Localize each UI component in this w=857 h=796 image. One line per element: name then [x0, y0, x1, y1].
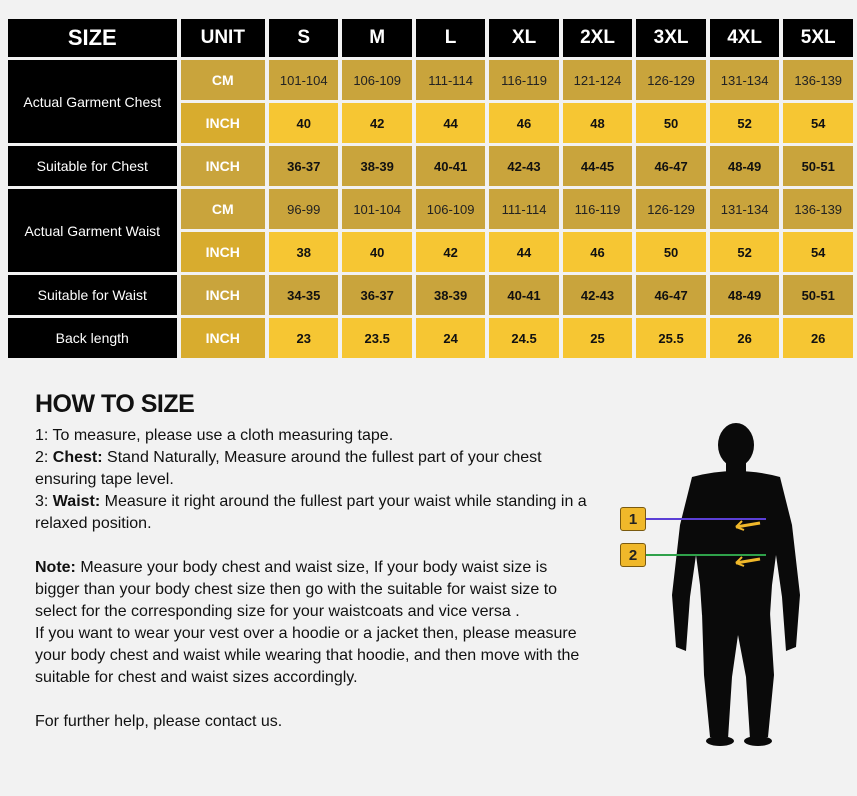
- table-row: [8, 318, 853, 358]
- note-text: [35, 557, 595, 623]
- size-col-header: 3XL: [636, 19, 706, 57]
- table-cell: 46: [489, 103, 558, 143]
- row-label: Back length: [8, 318, 177, 358]
- table-cell: 111-114: [489, 189, 558, 229]
- table-cell: 40-41: [489, 275, 558, 315]
- table-cell: 131-134: [710, 189, 780, 229]
- step-3-prefix: 3:: [35, 493, 53, 510]
- table-cell: 36-37: [342, 275, 411, 315]
- table-cell: 40-41: [416, 146, 485, 186]
- step-2-heading: Chest:: [52, 449, 103, 466]
- chest-marker: 1: [620, 507, 646, 531]
- table-cell: 121-124: [563, 60, 633, 100]
- step-3-heading: Waist:: [52, 493, 101, 510]
- step-2-text: [35, 447, 595, 491]
- table-cell: 131-134: [710, 60, 780, 100]
- table-cell: 23: [269, 318, 338, 358]
- unit-cell: INCH: [181, 318, 265, 358]
- row-label: Actual Garment Waist: [8, 189, 177, 272]
- table-cell: 36-37: [269, 146, 338, 186]
- table-cell: 44-45: [563, 146, 633, 186]
- table-cell: 101-104: [269, 60, 338, 100]
- table-row: [8, 275, 853, 315]
- step-1-text: 1: To measure, please use a cloth measuring tape.: [35, 427, 394, 444]
- row-label: Actual Garment Chest: [8, 60, 177, 143]
- table-cell: 106-109: [342, 60, 411, 100]
- table-cell: 54: [783, 232, 853, 272]
- step-3-text: [35, 491, 595, 535]
- table-cell: 44: [489, 232, 558, 272]
- table-cell: 46-47: [636, 146, 706, 186]
- size-col-header: M: [342, 19, 411, 57]
- table-cell: 24: [416, 318, 485, 358]
- table-cell: 52: [710, 103, 780, 143]
- hoodie-text: If you want to wear your vest over a hoodie or a jacket then, please measure your body chest and waist while wearing that hoodie, and then move with the suitable for chest and waist sizes accordingly.: [35, 625, 580, 686]
- size-header: SIZE: [8, 19, 177, 57]
- unit-cell: INCH: [181, 232, 265, 272]
- table-cell: 101-104: [342, 189, 411, 229]
- size-col-header: S: [269, 19, 338, 57]
- table-cell: 42: [342, 103, 411, 143]
- table-cell: 46-47: [636, 275, 706, 315]
- size-col-header: 2XL: [563, 19, 633, 57]
- table-cell: 136-139: [783, 189, 853, 229]
- unit-header: UNIT: [181, 19, 265, 57]
- table-cell: 96-99: [269, 189, 338, 229]
- table-cell: 38-39: [342, 146, 411, 186]
- step-2-body: Stand Naturally, Measure around the fullest part of your chest ensuring tape level.: [35, 449, 542, 488]
- table-cell: 26: [783, 318, 853, 358]
- table-row: [8, 189, 853, 229]
- unit-cell: CM: [181, 60, 265, 100]
- size-chart-table: [4, 16, 857, 361]
- waist-marker: 2: [620, 543, 646, 567]
- table-cell: 111-114: [416, 60, 485, 100]
- table-cell: 126-129: [636, 60, 706, 100]
- table-cell: 52: [710, 232, 780, 272]
- table-cell: 48-49: [710, 146, 780, 186]
- unit-cell: INCH: [181, 146, 265, 186]
- table-row: [8, 60, 853, 100]
- unit-cell: INCH: [181, 103, 265, 143]
- table-cell: 34-35: [269, 275, 338, 315]
- table-cell: 50-51: [783, 275, 853, 315]
- step-2-prefix: 2:: [35, 449, 53, 466]
- table-cell: 50-51: [783, 146, 853, 186]
- size-col-header: XL: [489, 19, 558, 57]
- size-col-header: 5XL: [783, 19, 853, 57]
- table-cell: 54: [783, 103, 853, 143]
- man-silhouette-icon: [610, 415, 840, 755]
- table-cell: 44: [416, 103, 485, 143]
- table-cell: 40: [342, 232, 411, 272]
- table-cell: 38: [269, 232, 338, 272]
- size-col-header: L: [416, 19, 485, 57]
- table-cell: 25.5: [636, 318, 706, 358]
- note-body: Measure your body chest and waist size, If your body waist size is bigger than your body chest size then go with the suitable for waist size to select for the corresponding size for your waistcoats and vice versa .: [35, 559, 558, 620]
- table-cell: 40: [269, 103, 338, 143]
- step-3-body: Measure it right around the fullest part your waist while standing in a relaxed position.: [35, 493, 587, 532]
- table-cell: 116-119: [489, 60, 558, 100]
- table-cell: 25: [563, 318, 633, 358]
- table-cell: 116-119: [563, 189, 633, 229]
- row-label: Suitable for Waist: [8, 275, 177, 315]
- table-row: [8, 146, 853, 186]
- table-cell: 50: [636, 103, 706, 143]
- note-heading: Note:: [35, 559, 76, 576]
- table-cell: 42: [416, 232, 485, 272]
- unit-cell: CM: [181, 189, 265, 229]
- unit-cell: INCH: [181, 275, 265, 315]
- row-label: Suitable for Chest: [8, 146, 177, 186]
- table-header-row: [8, 19, 853, 57]
- table-cell: 26: [710, 318, 780, 358]
- table-cell: 106-109: [416, 189, 485, 229]
- table-cell: 38-39: [416, 275, 485, 315]
- table-cell: 42-43: [489, 146, 558, 186]
- how-to-size-section: [35, 390, 595, 733]
- how-to-size-title: HOW TO SIZE: [35, 390, 195, 418]
- help-text: For further help, please contact us.: [35, 713, 283, 730]
- table-cell: 46: [563, 232, 633, 272]
- table-cell: 48-49: [710, 275, 780, 315]
- table-cell: 42-43: [563, 275, 633, 315]
- table-cell: 126-129: [636, 189, 706, 229]
- table-cell: 24.5: [489, 318, 558, 358]
- body-measurement-figure: [610, 415, 840, 755]
- table-cell: 48: [563, 103, 633, 143]
- size-col-header: 4XL: [710, 19, 780, 57]
- table-cell: 136-139: [783, 60, 853, 100]
- table-cell: 23.5: [342, 318, 411, 358]
- table-cell: 50: [636, 232, 706, 272]
